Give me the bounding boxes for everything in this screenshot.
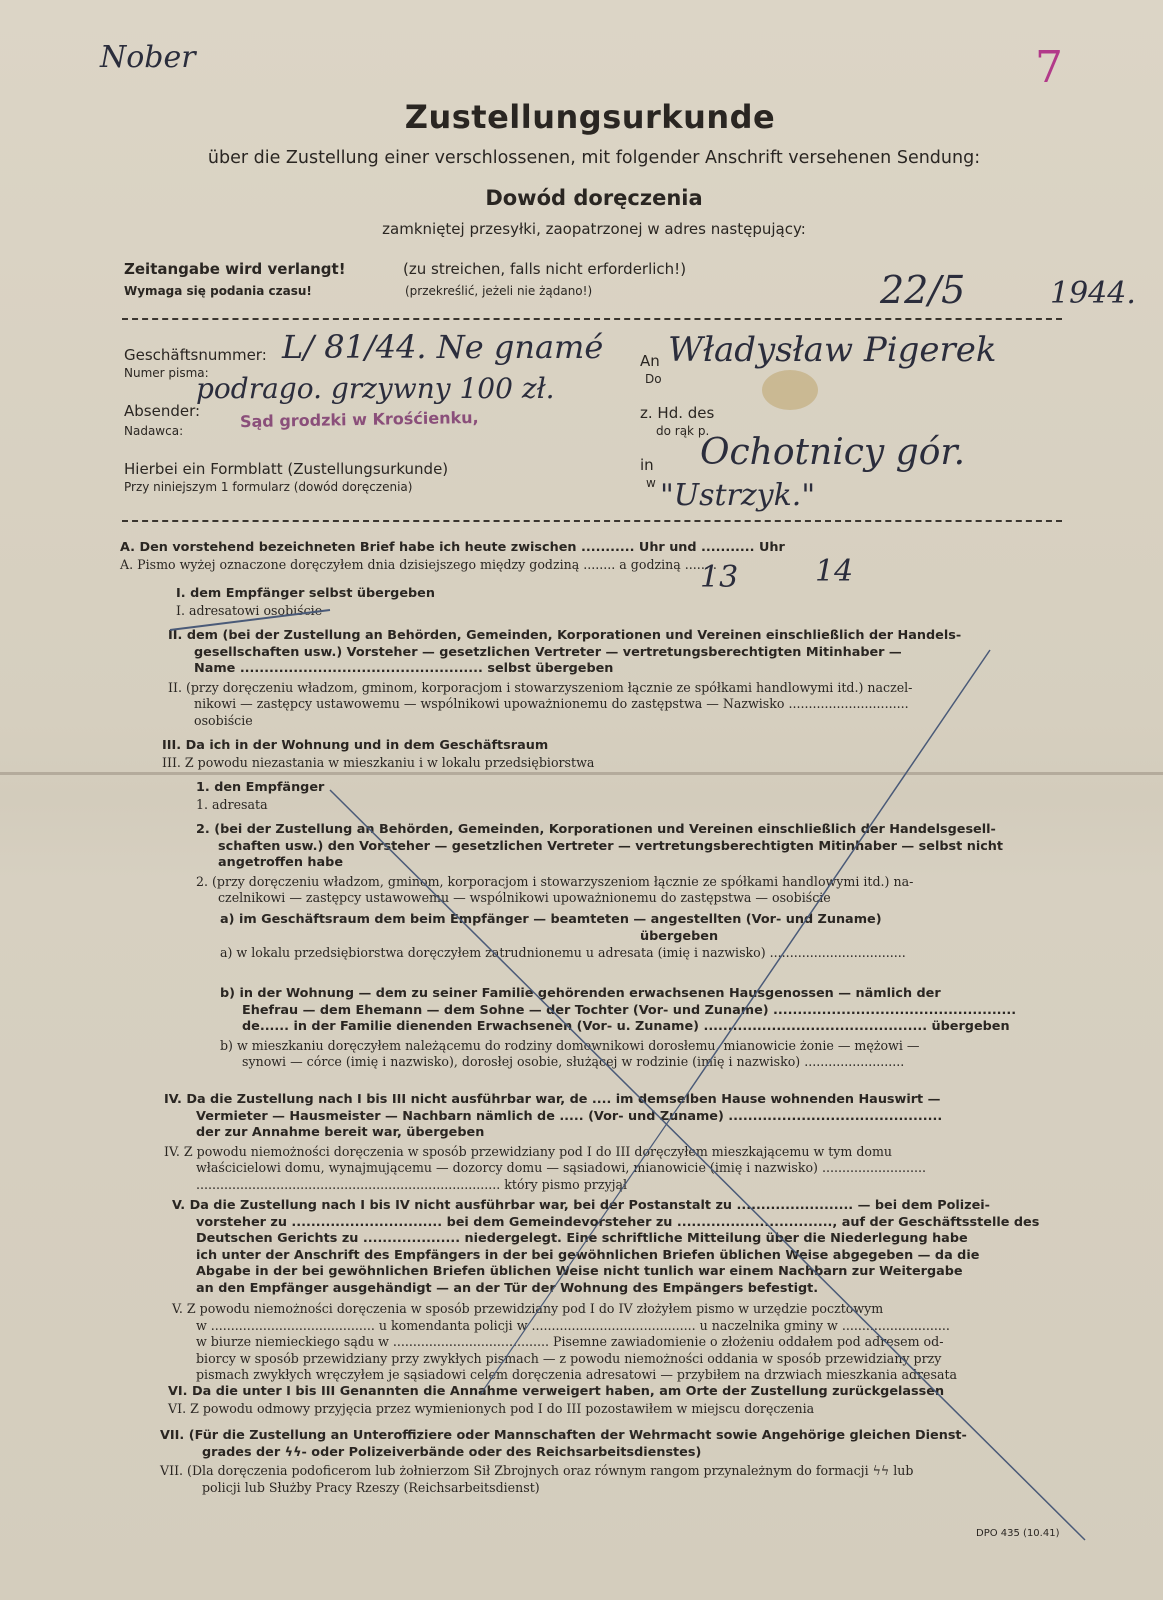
section-iv-de-3: der zur Annahme bereit war, übergeben	[196, 1125, 485, 1140]
section-ii-pl-1: II. (przy doręczeniu władzom, gminom, korporacjom i stowarzyszeniom łącznie ze spółkami handlowymi itd.) naczel-	[168, 679, 913, 695]
section-iii-de: III. Da ich in der Wohnung und in dem Geschäftsraum	[162, 738, 549, 753]
section-a-business-de-1: a) im Geschäftsraum dem beim Empfänger — beamteten — angestellten (Vor- und Zuname)	[220, 912, 882, 927]
section-iv-pl-1: IV. Z powodu niemożności doręczenia w sposób przewidziany pod I do III doręczyłem mieszkającemu w tym domu	[164, 1143, 893, 1159]
section-b-home-pl-1: b) w mieszkaniu doręczyłem należącemu do rodziny domownikowi dorosłemu, mianowicie żonie — mężowi —	[220, 1037, 920, 1053]
business-number-value: L/ 81/44. Ne gnamé	[282, 328, 604, 366]
section-ii-de-2: gesellschaften usw.) Vorsteher — gesetzlichen Vertreter — vertretungsberechtigten Mitinhaber —	[194, 644, 902, 660]
sender-stamp: Sąd grodzki w Krośćienku,	[239, 407, 479, 432]
section-b-home-de-3: de...... in der Familie dienenden Erwachsenen (Vor- u. Zuname) .............................................. übergeben	[242, 1019, 1010, 1034]
form-code: DPO 435 (10.41)	[976, 1528, 1060, 1539]
section-vi-pl: VI. Z powodu odmowy przyjęcia przez wymienionych pod I do III pozostawiłem w miejscu doręczenia	[168, 1400, 815, 1416]
place-value-2: "Ustrzyk."	[660, 478, 816, 513]
attention-label: z. Hd. des	[640, 404, 715, 422]
strike-line-1	[170, 610, 330, 630]
section-ii-pl-2: nikowi — zastępcy ustawowemu — wspólnikowi upoważnionemu do zastępstwa — Nazwisko ..............................	[194, 696, 909, 711]
form-enclosed-pl: Przy niniejszym 1 formularz (dowód doręczenia)	[124, 480, 413, 494]
section-ii-pl-3: osobiście	[194, 712, 253, 728]
section-vi-de: VI. Da die unter I bis III Genannten die Annahme verweigert haben, am Orte der Zustellung zurückgelassen	[168, 1384, 945, 1399]
section-v-de-6: an den Empfänger ausgehändigt — an der Tür der Wohnung des Empängers befestigt.	[196, 1280, 819, 1296]
section-vii-de-2: grades der ϟϟ- oder Polizeiverbände oder des Reichsarbeitsdienstes)	[202, 1444, 702, 1460]
section-iii-2-pl-1: 2. (przy doręczeniu władzom, gminom, korporacjom i stowarzyszeniom łącznie ze spółkami handlowymi itd.) na-	[196, 873, 914, 889]
place-value: Ochotnicy gór.	[700, 432, 966, 473]
section-a-pl: A. Pismo wyżej oznaczone doręczyłem dnia dzisiejszego między godziną ........ a godziną ........	[120, 556, 717, 572]
attention-label-pl: do rąk p.	[656, 424, 710, 438]
section-iii-pl: III. Z powodu niezastania w mieszkaniu i w lokalu przedsiębiorstwa	[162, 754, 595, 770]
form-enclosed-de: Hierbei ein Formblatt (Zustellungsurkunde)	[124, 460, 449, 478]
section-v-de-5: Abgabe in der bei gewöhnlichen Briefen üblichen Weise nicht tunlich war einem Nachbarn zur Weitergabe	[196, 1264, 963, 1279]
section-i-pl: I. adresatowi osobiście	[176, 602, 323, 618]
sender-label-pl: Nadawca:	[124, 424, 184, 438]
section-iv-de-1: IV. Da die Zustellung nach I bis III nicht ausführbar war, de .... im demselben Hause wohnenden Hauswirt —	[164, 1092, 941, 1107]
section-v-de-2: vorsteher zu ............................... bei dem Gemeindevorsteher zu ................................, auf der Geschäftsstelle des	[196, 1214, 1040, 1230]
strike-note-pl: (przekreślić, jeżeli nie żądano!)	[405, 284, 593, 298]
recipient-label: An	[640, 352, 660, 370]
section-a-business-pl: a) w lokalu przedsiębiorstwa doręczyłem zatrudnionemu u adresata (imię i nazwisko) ..................................	[220, 945, 906, 960]
strike-line-3	[330, 790, 1085, 1540]
time-required-de: Zeitangabe wird verlangt!	[124, 260, 346, 278]
place-label-pl: w	[646, 476, 656, 490]
section-v-pl-3: w biurze niemieckiego sądu w ....................................... Pisemne zawiadomienie o złożeniu oddałem pod adresem od-	[196, 1334, 944, 1349]
section-v-de-4: ich unter der Anschrift des Empfängers in der bei gewöhnlichen Briefen üblichen Weise abgegeben — da die	[196, 1247, 980, 1263]
end-hour: 14	[815, 554, 854, 589]
section-iv-pl-2: właścicielowi domu, wynajmującemu — dozorcy domu — sąsiadowi, mianowicie (imię i nazwisko) ..........................	[196, 1160, 927, 1175]
strike-line-2	[690, 650, 990, 1090]
business-number-label: Geschäftsnummer:	[124, 346, 267, 364]
section-v-pl-1: V. Z powodu niemożności doręczenia w sposób przewidziany pod I do IV złożyłem pismo w urzędzie pocztowym	[172, 1301, 884, 1316]
section-vii-de-1: VII. (Für die Zustellung an Unteroffiziere oder Mannschaften der Wehrmacht sowie Angehörige gleichen Dienst-	[160, 1428, 967, 1443]
section-iii-2-de-1: 2. (bei der Zustellung an Behörden, Gemeinden, Korporationen und Vereinen einschließlich der Handelsgesell-	[196, 822, 996, 837]
place-label: in	[640, 456, 654, 474]
start-hour: 13	[700, 560, 739, 595]
sender-label: Absender:	[124, 402, 201, 420]
section-v-pl-4: biorcy w sposób przewidziany przy zwykłych pismach — z powodu niemożności oddania w sposób przewidziany przy	[196, 1350, 942, 1366]
title-pl: Dowód doręczenia	[485, 186, 703, 210]
subtitle-de: über die Zustellung einer verschlossenen, mit folgender Anschrift versehenen Sendung:	[207, 148, 981, 168]
handwritten-date: 22/5	[880, 268, 966, 312]
section-v-pl-5: pismach zwykłych wręczyłem je sąsiadowi celem doręczenia adresatowi — przybiłem na drzwiach mieszkania adresata	[196, 1367, 958, 1382]
section-iii-2-de-3: angetroffen habe	[218, 855, 344, 870]
section-a-business-de-2: übergeben	[640, 928, 719, 944]
strike-line-4	[480, 1090, 690, 1395]
section-iv-de-2: Vermieter — Hausmeister — Nachbarn nämlich de ..... (Vor- und Zuname) ............................................	[196, 1108, 943, 1124]
handwritten-year: 1944.	[1050, 276, 1136, 311]
business-number-value-2: podrago. grzywny 100 zł.	[196, 372, 555, 405]
section-vii-pl-1: VII. (Dla doręczenia podoficerom lub żołnierzom Sił Zbrojnych oraz równym rangom przynależnym do formacji ϟϟ lub	[160, 1463, 914, 1478]
time-required-pl: Wymaga się podania czasu!	[124, 284, 312, 298]
section-iii-1-pl: 1. adresata	[196, 796, 268, 812]
section-b-home-pl-2: synowi — córce (imię i nazwisko), dorosłej osobie, służącej w rodzinie (imię i nazwisko) .........................	[242, 1054, 905, 1069]
section-iii-2-pl-2: czelnikowi — zastępcy ustawowemu — wspólnikowi upoważnionemu do zastępstwa — osobiście	[218, 890, 831, 905]
section-v-de-1: V. Da die Zustellung nach I bis IV nicht ausführbar war, bei der Postanstalt zu ........................ — bei dem Polizei-	[172, 1198, 990, 1213]
section-i-de: I. dem Empfänger selbst übergeben	[176, 586, 435, 601]
business-number-label-pl: Numer pisma:	[124, 366, 209, 380]
section-iv-pl-3: ............................................................................ który pismo przyjął	[196, 1176, 628, 1192]
section-ii-de-3: Name .................................................. selbst übergeben	[194, 661, 614, 676]
section-v-de-3: Deutschen Gerichts zu .................... niedergelegt. Eine schriftliche Mitteilung über die Niederlegung habe	[196, 1231, 968, 1246]
section-vii-pl-2: policji lub Służby Pracy Rzeszy (Reichsarbeitsdienst)	[202, 1479, 540, 1495]
document-title: Zustellungsurkunde	[404, 98, 776, 136]
section-b-home-de-1: b) in der Wohnung — dem zu seiner Familie gehörenden erwachsenen Hausgenossen — nämlich der	[220, 986, 941, 1001]
section-iii-1-de: 1. den Empfänger	[196, 780, 325, 795]
section-ii-de-1: II. dem (bei der Zustellung an Behörden, Gemeinden, Korporationen und Vereinen einschließlich der Handels-	[168, 628, 962, 643]
section-iii-2-de-2: schaften usw.) den Vorsteher — gesetzlichen Vertreter — vertretungsberechtigten Mitinhaber — selbst nicht	[218, 838, 1004, 854]
handwritten-note: Nober	[100, 40, 196, 75]
recipient-value: Władysław Pigerek	[668, 330, 997, 370]
page-number: 7	[1035, 42, 1063, 93]
section-a-de: A. Den vorstehend bezeichneten Brief habe ich heute zwischen ........... Uhr und ........... Uhr	[120, 540, 785, 555]
section-v-pl-2: w ......................................... u komendanta policji w ......................................... u naczelnika gminy w ...........................	[196, 1317, 950, 1333]
section-b-home-de-2: Ehefrau — dem Ehemann — dem Sohne — der Tochter (Vor- und Zuname) ..................................................	[242, 1002, 1017, 1018]
strike-note-de: (zu streichen, falls nicht erforderlich!)	[403, 260, 687, 278]
subtitle-pl: zamkniętej przesyłki, zaopatrzonej w adres następujący:	[382, 220, 806, 238]
recipient-label-pl: Do	[645, 372, 662, 386]
